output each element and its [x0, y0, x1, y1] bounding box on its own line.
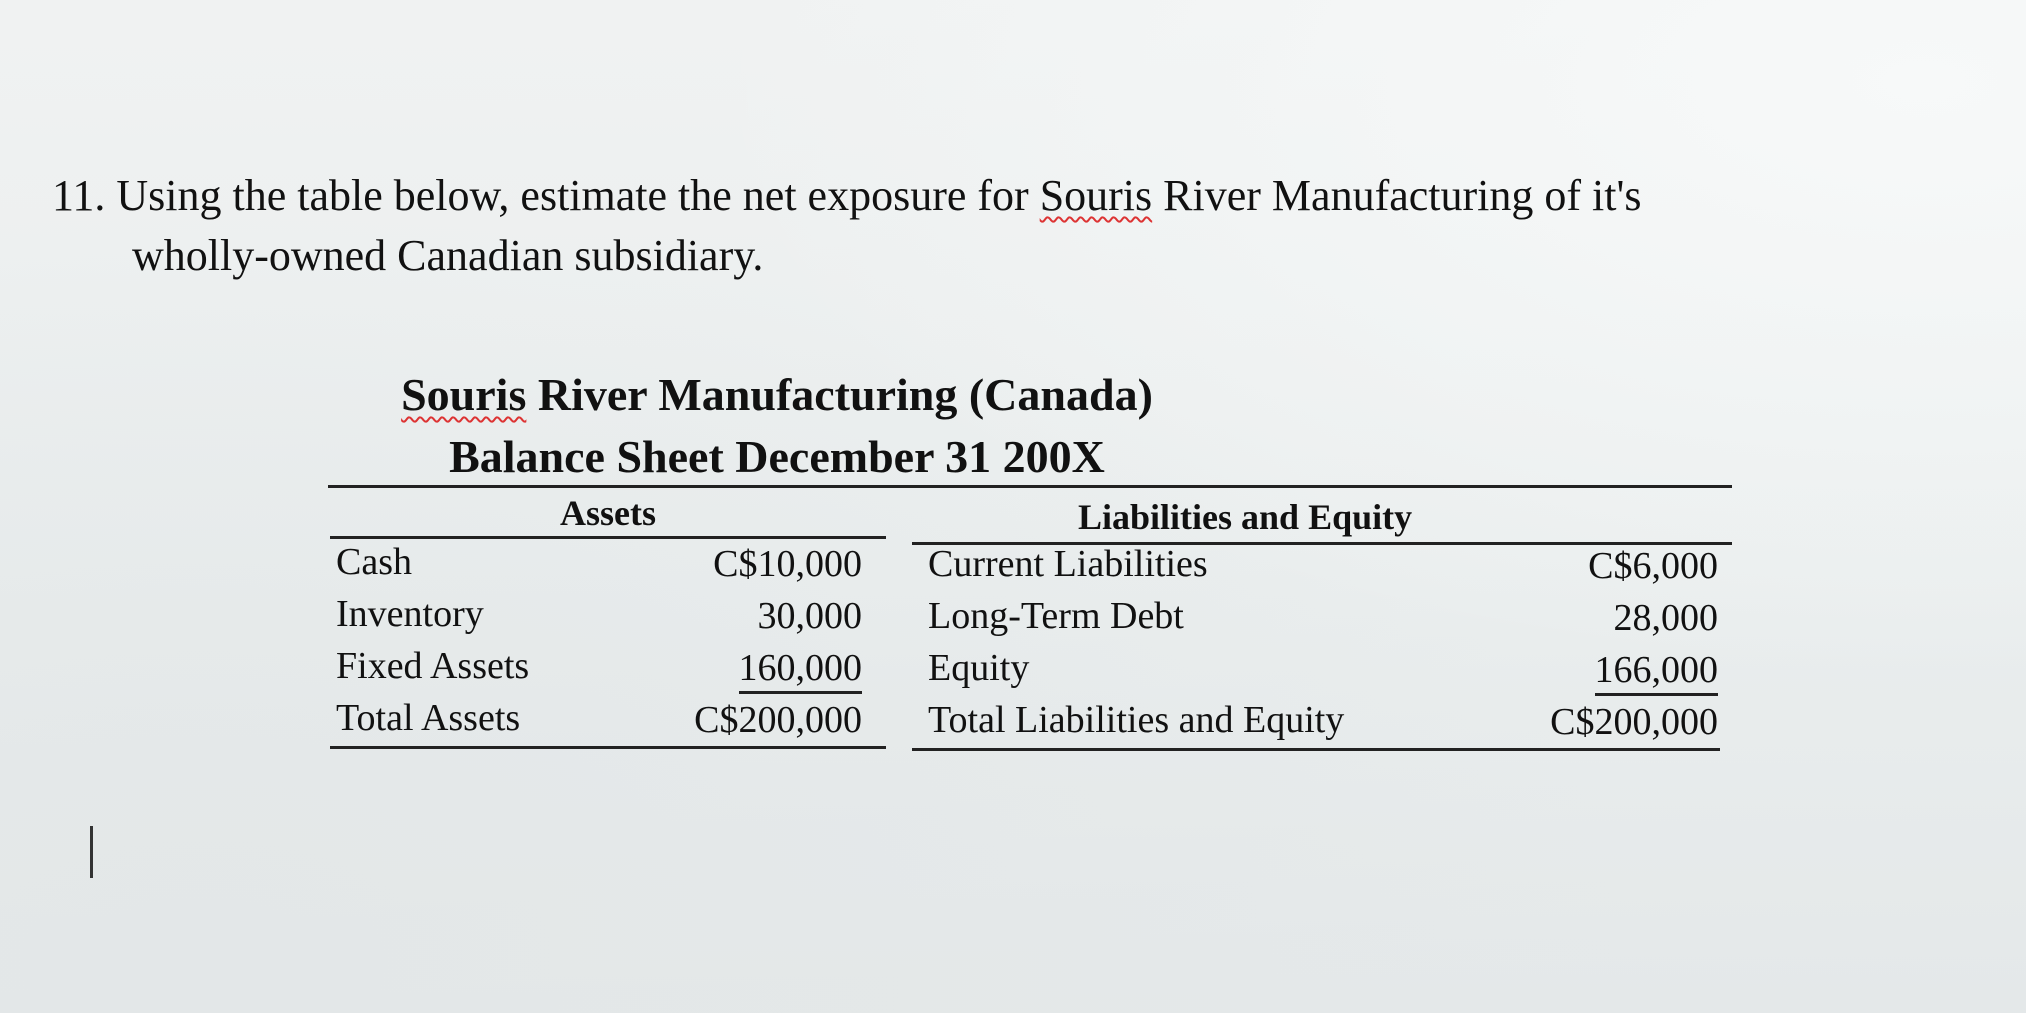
text-cursor: [90, 826, 93, 878]
liability-value: C$200,000: [1550, 701, 1718, 743]
asset-value: [640, 646, 862, 690]
question-text: [52, 166, 1642, 286]
header-rule-left: [330, 536, 886, 539]
liability-value-underlined: 166,000: [1595, 649, 1719, 696]
asset-value: C$10,000: [713, 543, 862, 585]
assets-header: Assets: [560, 493, 656, 533]
asset-value: 30,000: [757, 595, 862, 637]
balance-sheet-subtitle: Balance Sheet December 31 200X: [449, 431, 1105, 482]
liability-label: Current Liabilities: [928, 543, 1208, 585]
title-rest: River Manufacturing (Canada): [526, 369, 1153, 420]
asset-label: Inventory: [336, 593, 484, 635]
liability-label: Long-Term Debt: [928, 595, 1184, 637]
asset-label: Fixed Assets: [336, 645, 530, 687]
question-line-1-end: River Manufacturing of it's: [1152, 171, 1642, 220]
liability-value: C$6,000: [1588, 545, 1718, 587]
liability-label: Total Liabilities and Equity: [928, 699, 1345, 741]
question-line-1: [52, 166, 1642, 226]
asset-value-underlined: 160,000: [739, 647, 863, 694]
question-line-1-start: Using the table below, estimate the net exposure for: [116, 171, 1040, 220]
asset-label: Cash: [336, 541, 412, 583]
liability-value: 28,000: [1613, 597, 1718, 639]
balance-sheet-title: [0, 368, 1554, 421]
asset-value: C$200,000: [694, 699, 862, 741]
question-line-2: wholly-owned Canadian subsidiary.: [132, 231, 764, 280]
liabilities-header: Liabilities and Equity: [1078, 497, 1413, 537]
title-company-word: Souris: [401, 369, 527, 420]
total-rule-left: [330, 746, 886, 749]
question-number: 11.: [52, 171, 106, 220]
table-top-rule: [328, 485, 1732, 488]
liability-value: [1490, 648, 1718, 692]
asset-label: Total Assets: [336, 697, 521, 739]
company-name-word: Souris: [1039, 171, 1153, 220]
total-rule-right: [912, 748, 1720, 751]
liability-label: Equity: [928, 647, 1030, 689]
